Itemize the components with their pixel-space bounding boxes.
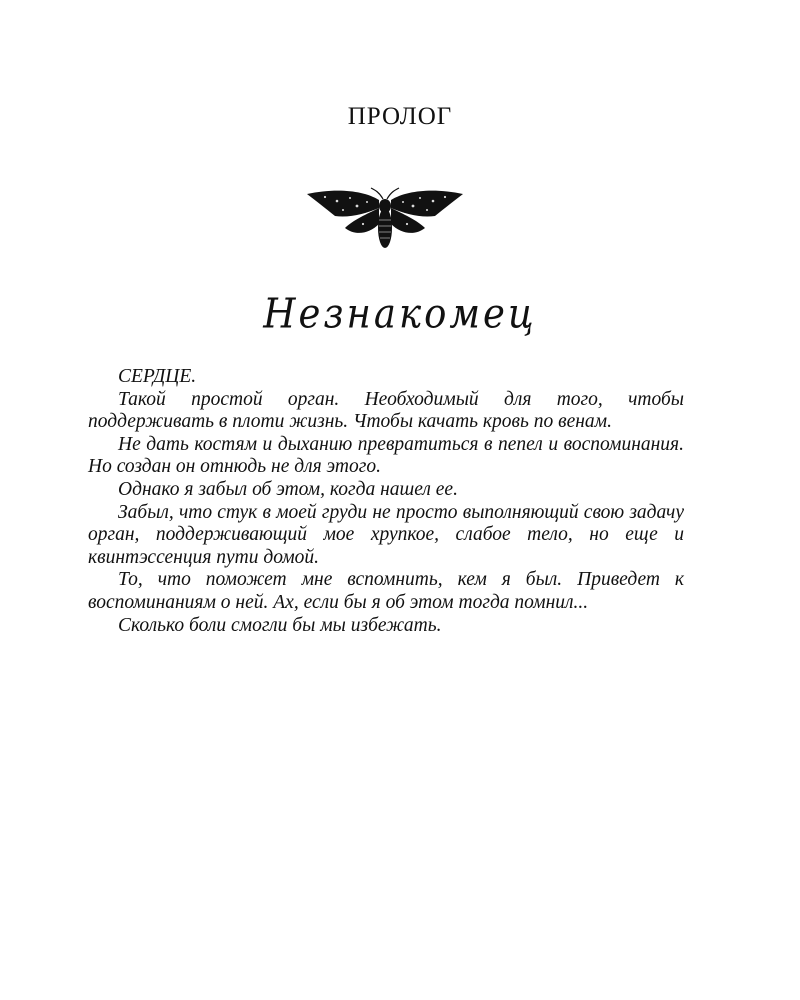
paragraph: Однако я забыл об этом, когда нашел ее. (118, 478, 458, 500)
paragraph: То, что поможет мне вспомнить, кем я был. Приведет к воспоминаниям о ней. Ах, если бы я об этом тогда помнил... (88, 569, 684, 613)
paragraph: Не дать костям и дыханию превратиться в пепел и воспоминания. Но создан он отнюдь не для этого. (88, 433, 684, 478)
moth-icon (305, 186, 465, 252)
paragraph: СЕРДЦЕ. (118, 366, 197, 387)
chapter-title: Незнакомец (263, 289, 537, 338)
paragraph: Забыл, что стук в моей груди не просто выполняющий свою задачу орган, поддерживающий мое хрупкое, слабое тело, но еще и квинтэссенция пути домой. (88, 501, 684, 568)
prologue-heading: ПРОЛОГ (347, 103, 453, 130)
prologue-text (88, 366, 684, 637)
paragraph: Сколько боли смогли бы мы избежать. (118, 614, 442, 636)
paragraph: Такой простой орган. Необходимый для того, чтобы поддерживать в плоти жизнь. Чтобы качать кровь по венам. (88, 388, 684, 433)
